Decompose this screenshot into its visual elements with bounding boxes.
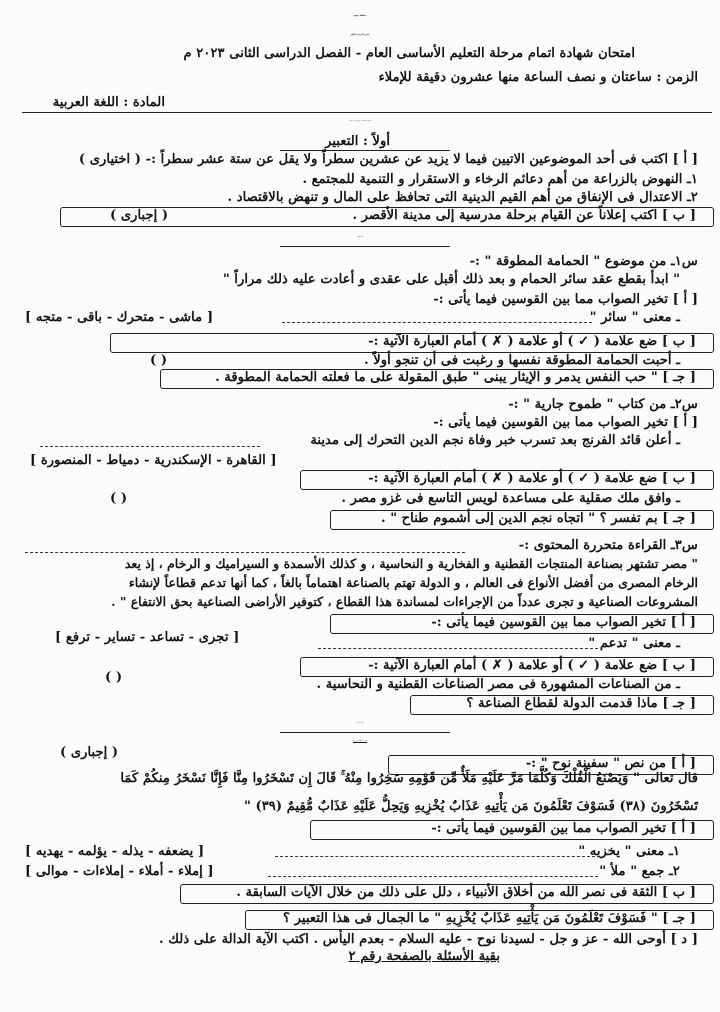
section1-title: أولاً : التعبير bbox=[325, 134, 390, 149]
q2-c: [ جـ ] بم تفسر ؟ " اتجاه نجم الدين إلى أشموم طناح " . bbox=[381, 511, 696, 526]
header-rule bbox=[22, 112, 712, 113]
s3-verse-2: تَسْخَرُونَ (٣٨) فَسَوْفَ تَعْلَمُونَ مَن يَأْتِيهِ عَذَابٌ يُخْزِيهِ وَيَحِلُّ عَلَيْهِ عَذَابٌ مُّقِيمٌ (٣٩) " bbox=[244, 799, 698, 814]
q1-statement: ـ أحبت الحمامة المطوقة نفسها و رغبت فى أن تنجو أولاً . bbox=[364, 353, 680, 368]
q1-c: [ جـ ] " حب النفس يدمر و الإيثار يبنى " طبق المقولة على ما فعلته الحمامة المطوقة . bbox=[215, 370, 696, 385]
q3-head-rule bbox=[25, 552, 465, 553]
q3-para-3: المشروعات الصناعية و تجرى عدداً من الإجراءات لمساندة هذا القطاع ، كتوفير الأراضى الصناعية بحق الانتفاع " . bbox=[111, 594, 698, 609]
section2-title: ثانياً : القراءة bbox=[356, 237, 364, 238]
q3-para-1: " مصر تشتهر بصناعة المنتجات القطنية و الفخارية و النحاسية ، و كذلك الأسمدة و السيراميك و الرخام ، إذ يعد bbox=[124, 556, 698, 571]
s1-item-b-tag: ( إجبارى ) bbox=[110, 208, 169, 223]
s3-a1: [ أ ] تخير الصواب مما بين القوسين فيما يأتى :- bbox=[431, 821, 696, 836]
q3-choices: [ تجرى - تساعد - تساير - ترفع ] bbox=[55, 630, 240, 645]
section3-title: ثالثاً : النصوص bbox=[356, 723, 364, 724]
q1-answer-line bbox=[282, 322, 592, 323]
q1-a: [ أ ] تخير الصواب مما بين القوسين فيما يأتى :- bbox=[433, 292, 698, 307]
q3-b: [ ب ] ضع علامة ( ✓ ) أو علامة ( ✗ ) أمام العبارة الآتية :- bbox=[368, 658, 696, 673]
s3-d: [ د ] أوحى الله - عز و جل - لسيدنا نوح - عليه السلام - بعدم اليأس . اكتب الآية الدالة على ذلك . bbox=[159, 932, 698, 947]
s3-item-2-line bbox=[268, 876, 598, 877]
s1-topic-1: ١ـ النهوض بالزراعة من أهم دعائم الرخاء و الاستقرار و التنمية للمجتمع . bbox=[302, 172, 698, 187]
q2-paren: ( ) bbox=[110, 491, 128, 506]
section2-title-rule bbox=[280, 246, 450, 247]
s3-item-1-line bbox=[275, 856, 595, 857]
q2-choices: [ القاهرة - الإسكندرية - دمياط - المنصورة ] bbox=[30, 453, 277, 468]
q1-quote: " ابدأ بقطع عقد سائر الحمام و بعد ذلك أقبل على عقدى و أعادت عليه ذلك مراراً " bbox=[222, 272, 680, 287]
q3-head: س٣ـ القراءة متحررة المحتوى :- bbox=[518, 538, 698, 553]
q2-head: س٢ـ من كتاب " طموح جارية " :- bbox=[508, 397, 698, 412]
time-info: الزمن : ساعتان و نصف الساعة منها عشرون دقيقة للإملاء bbox=[378, 70, 698, 85]
s3-verse-1: قال تعالى " وَيَصْنَعُ الْفُلْكَ وَكُلَّمَا مَرَّ عَلَيْهِ مَلَأٌ مِّن قَوْمِهِ سَخِرُوا مِنْهُ ۚ قَالَ إِن تَسْخَرُوا مِنَّا فَإِنَّا نَسْخَرُ مِنكُمْ كَمَا bbox=[120, 771, 698, 786]
s3-item-2: ٢ـ جمع " ملأ " bbox=[599, 864, 680, 879]
q3-answer-line bbox=[318, 648, 598, 649]
s1-topic-2: ٢ـ الاعتدال فى الإنفاق من أهم القيم الدينية التى تحافظ على المال و تنهض بالاقتصاد . bbox=[227, 190, 698, 205]
q2-a: [ أ ] تخير الصواب مما بين القوسين فيما يأتى :- bbox=[433, 415, 698, 430]
q3-meaning: ـ معنى " تدعم " bbox=[588, 636, 680, 651]
section3-title-rule bbox=[280, 732, 450, 733]
q1-meaning: ـ معنى " سائر " bbox=[589, 310, 680, 325]
s3-a-tag: ( إجبارى ) bbox=[60, 745, 119, 760]
governorate: محافظة سوهاج bbox=[353, 15, 367, 17]
s3-item-1-choices: [ يضعفه - يذله - يؤلمه - يهديه ] bbox=[25, 844, 205, 859]
subject: المادة : اللغة العربية bbox=[52, 95, 165, 110]
s3-c: [ جـ ] " فَسَوْفَ تَعْلَمُونَ مَن يَأْتِيهِ عَذَابٌ يُخْزِيهِ " ما الجمال فى هذا التعبير ؟ bbox=[283, 911, 696, 926]
s3-b: [ ب ] الثقة فى نصر الله من أخلاق الأنبياء ، دلل على ذلك من خلال الآيات السابقة . bbox=[236, 885, 696, 900]
q2-answer-line bbox=[40, 446, 260, 447]
q2-sentence: ـ أعلن قائد الفرنج بعد تسرب خبر وفاة نجم الدين التحرك إلى مدينة bbox=[310, 433, 680, 448]
q1-paren: ( ) bbox=[150, 353, 168, 368]
s1-item-b: [ ب ] اكتب إعلاناً عن القيام برحلة مدرسية إلى مدينة الأقصر . bbox=[352, 208, 696, 223]
q2-b: [ ب ] ضع علامة ( ✓ ) أو علامة ( ✗ ) أمام العبارة الآتية :- bbox=[368, 471, 696, 486]
s3-item-2-choices: [ إملاء - أملاء - إملاءات - موالى ] bbox=[25, 864, 214, 879]
q3-statement: ـ من الصناعات المشهورة فى مصر الصناعات القطنية و النحاسية . bbox=[316, 677, 680, 692]
directorate: مديرية التربية و التعليم bbox=[350, 34, 370, 36]
q3-a: [ أ ] تخير الصواب مما بين القوسين فيما يأتى :- bbox=[431, 615, 696, 630]
q3-paren: ( ) bbox=[105, 670, 123, 685]
footer-note: بقية الأسئلة بالصفحة رقم ٢ bbox=[348, 949, 500, 964]
q3-c: [ جـ ] ماذا قدمت الدولة لقطاع الصناعة ؟ bbox=[466, 696, 696, 711]
q2-statement: ـ وافق ملك صقلية على مساعدة لويس التاسع فى غزو مصر . bbox=[341, 491, 680, 506]
s3-item-1: ١ـ معنى " يخزيه " bbox=[578, 844, 680, 859]
q3-para-2: الرخام المصرى من أفضل الأنواع فى العالم ، و الدولة تهتم بالصناعة اهتماماً بالغاً ، كما أنها تدعم قطاعاً لإنشاء bbox=[128, 575, 698, 590]
q1-head: س١ـ من موضوع " الحمامة المطوقة " :- bbox=[469, 254, 698, 269]
notice: لاحظ أن الأسئلة فى ورقة واحدة من صفحتين bbox=[348, 121, 372, 122]
exam-title: امتحان شهادة اتمام مرحلة التعليم الأساسى العام - الفصل الدراسى الثانى ٢٠٢٣ م bbox=[183, 46, 635, 61]
q1-b: [ ب ] ضع علامة ( ✓ ) أو علامة ( ✗ ) أمام العبارة الآتية :- bbox=[368, 334, 696, 349]
section3-instruction: أجب عن سؤالين الأول منهما bbox=[352, 741, 368, 742]
s1-item-a: [ أ ] اكتب فى أحد الموضوعين الاتيين فيما لا يزيد عن عشرين سطراً ولا يقل عن ستة عشر سطراً :- ( اختيارى ) bbox=[78, 152, 698, 167]
section1-title-rule bbox=[280, 150, 450, 151]
s3-a-head: [ أ ] من نص " سفينة نوح " :- bbox=[525, 756, 696, 771]
q1-choices: [ ماشى - متحرك - باقى - متجه ] bbox=[25, 310, 214, 325]
